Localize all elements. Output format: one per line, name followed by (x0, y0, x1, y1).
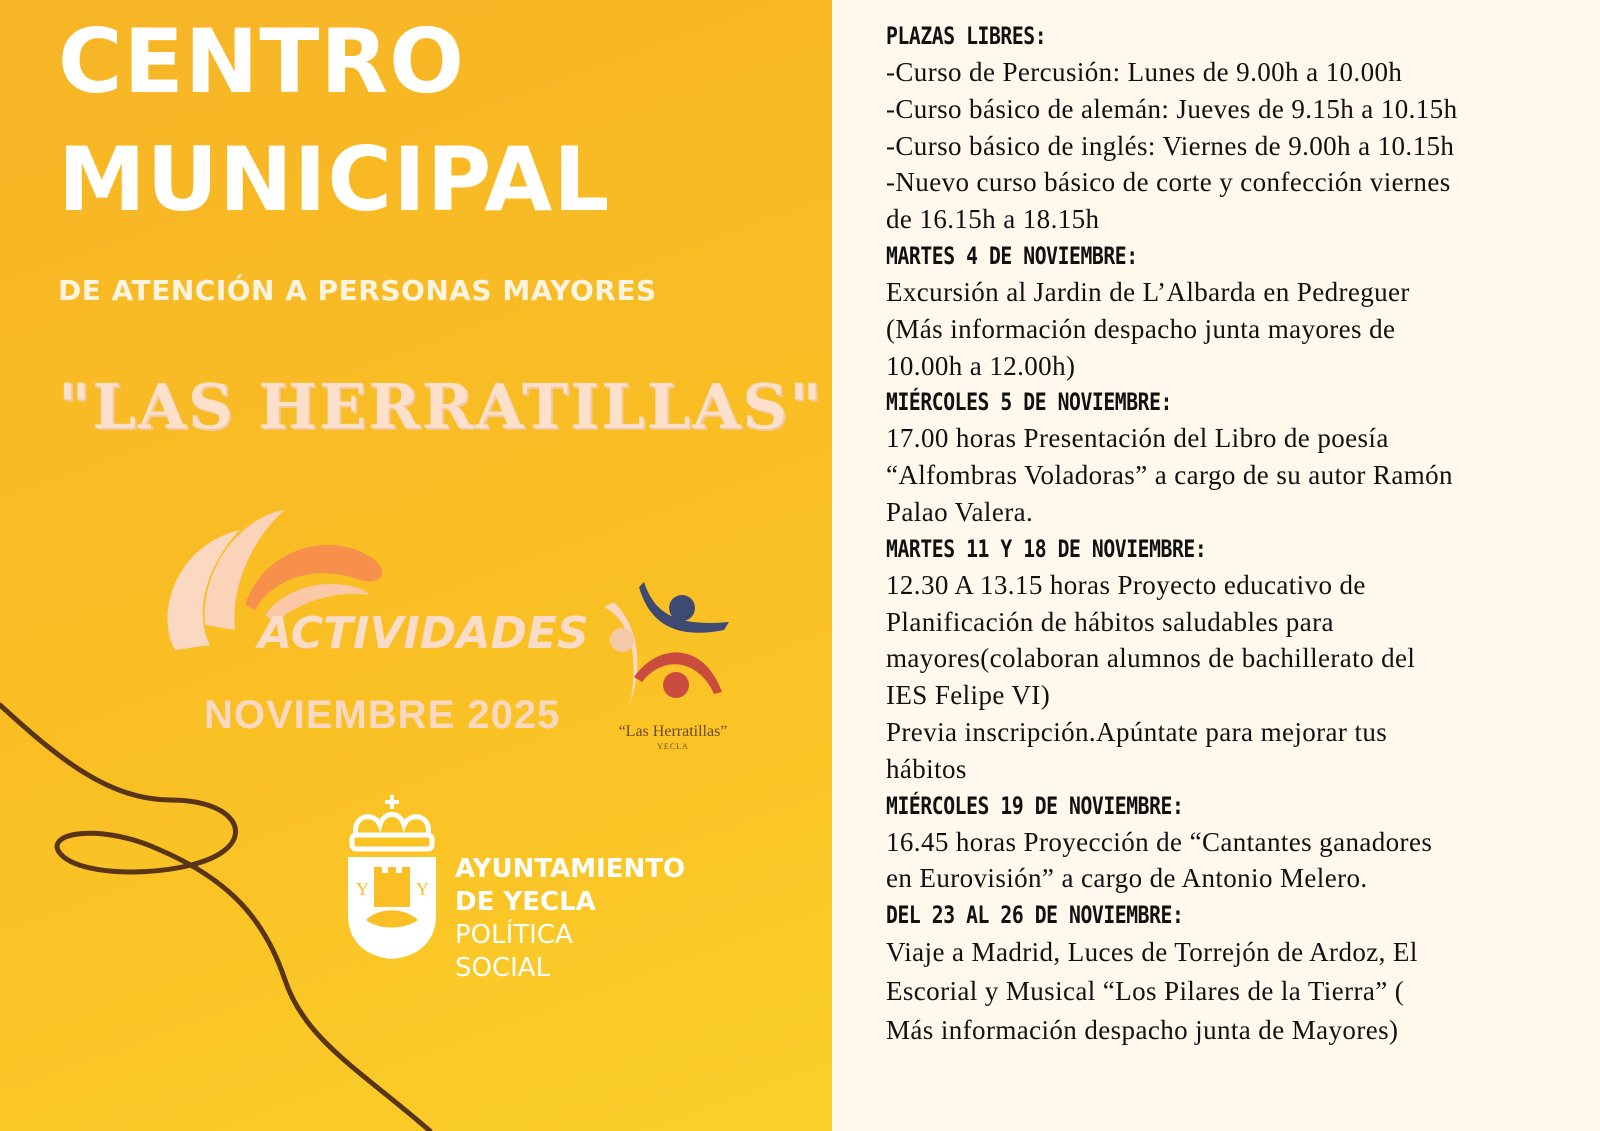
section-line: 10.00h a 12.00h) (886, 350, 1076, 381)
section-line: Más información despacho junta de Mayores) (886, 1015, 1399, 1046)
center-name: "LAS HERRATILLAS" (58, 370, 824, 443)
mini-logo-label: “Las Herratillas” (618, 723, 728, 740)
section-heading: MIÉRCOLES 5 DE NOVIEMBRE: (886, 388, 1172, 417)
section-line: Planificación de hábitos saludables para (886, 606, 1334, 637)
council-line-3: POLÍTICA (455, 920, 573, 950)
activities-label: ACTIVIDADES (258, 608, 589, 659)
month-label: NOVIEMBRE 2025 (204, 693, 561, 737)
mini-logo-sublabel: YECLA (657, 742, 689, 751)
section-line: (Más información despacho junta mayores de (886, 313, 1396, 344)
section-line: en Eurovisión” a cargo de Antonio Melero. (886, 863, 1368, 894)
section-line: mayores(colaboran alumnos de bachillerato del (886, 643, 1416, 674)
section-line: -Curso básico de inglés: Viernes de 9.00h a 10.15h (886, 130, 1455, 161)
section-line: IES Felipe VI) (886, 680, 1051, 711)
section-line: Excursión al Jardin de L’Albarda en Pedreguer (886, 276, 1410, 307)
section-heading: DEL 23 AL 26 DE NOVIEMBRE: (886, 901, 1184, 930)
section-heading: PLAZAS LIBRES: (886, 22, 1047, 50)
section-line: 12.30 A 13.15 horas Proyecto educativo de (886, 569, 1366, 600)
section-line: Escorial y Musical “Los Pilares de la Tierra” ( (886, 976, 1405, 1007)
activities-list (886, 18, 1586, 1050)
section-line: Palao Valera. (886, 496, 1034, 527)
section-line: 17.00 horas Presentación del Libro de poesía (886, 423, 1389, 454)
svg-text:Y: Y (416, 879, 429, 899)
section-line: -Nuevo curso básico de corte y confección viernes (886, 167, 1451, 198)
section-line: de 16.15h a 18.15h (886, 204, 1100, 235)
section-heading: MARTES 11 Y 18 DE NOVIEMBRE: (886, 534, 1207, 563)
section-line: Previa inscripción.Apúntate para mejorar tus (886, 716, 1388, 747)
subtitle: DE ATENCIÓN A PERSONAS MAYORES (58, 274, 657, 307)
section-heading: MIÉRCOLES 19 DE NOVIEMBRE: (886, 791, 1184, 820)
section-line: -Curso básico de alemán: Jueves de 9.15h a 10.15h (886, 93, 1458, 124)
council-line-2: DE YECLA (455, 887, 596, 917)
section-heading: MARTES 4 DE NOVIEMBRE: (886, 241, 1138, 270)
people-figures-icon (604, 582, 742, 722)
council-line-4: SOCIAL (455, 953, 551, 983)
council-name (455, 853, 685, 985)
council-line-1: AYUNTAMIENTO (455, 854, 686, 884)
section-line: “Alfombras Voladoras” a cargo de su autor Ramón (886, 460, 1453, 491)
title-line-2: MUNICIPAL (58, 128, 611, 231)
crest-icon (344, 795, 440, 961)
section-line: hábitos (886, 753, 967, 784)
svg-text:Y: Y (356, 879, 369, 899)
section-line: -Curso de Percusión: Lunes de 9.00h a 10.00h (886, 57, 1403, 87)
section-line: 16.45 horas Proyección de “Cantantes ganadores (886, 826, 1433, 857)
title-line-1: CENTRO (58, 10, 465, 113)
section-line: Viaje a Madrid, Luces de Torrejón de Ardoz, El (886, 937, 1418, 968)
